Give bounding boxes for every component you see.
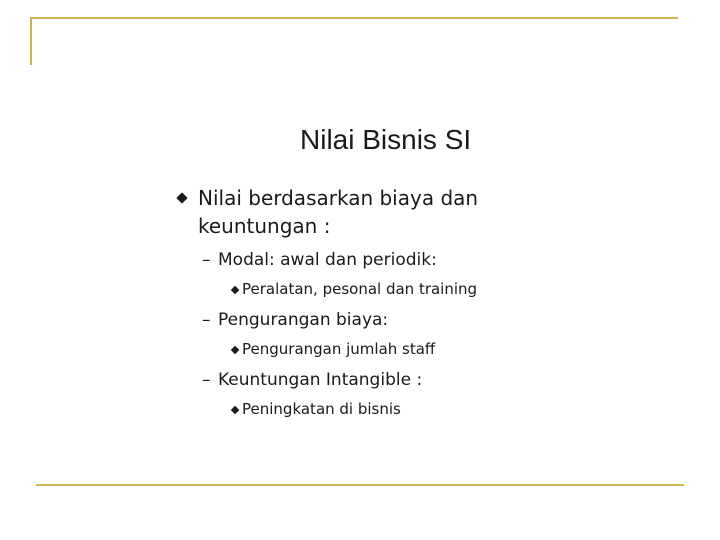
sub-sub-point-text: Pengurangan jumlah staff [242,340,436,358]
diamond-bullet-icon [231,346,239,354]
diamond-bullet-icon [231,406,239,414]
sub-sub-point [176,398,596,420]
sub-point-text: Modal: awal dan periodik: [218,250,437,270]
sub-sub-point-text: Peralatan, pesonal dan training [242,280,478,298]
slide-title: Nilai Bisnis SI [300,124,472,155]
slide-content [176,184,596,420]
dash-icon: – [202,310,211,330]
sub-sub-point [176,338,596,360]
sub-point [176,308,596,332]
sub-point-text: Pengurangan biaya: [218,310,389,330]
sub-sub-point-text: Peningkatan di bisnis [242,400,401,418]
main-bullet-text: Nilai berdasarkan biaya dan keuntungan : [198,186,479,238]
dash-icon: – [202,370,211,390]
dash-icon: – [202,250,211,270]
sub-sub-point [176,278,596,300]
sub-point [176,248,596,272]
sub-point-text: Keuntungan Intangible : [218,370,423,390]
main-bullet-point [176,184,558,240]
top-divider-line [30,17,678,19]
bottom-divider-line [36,484,684,486]
diamond-bullet-icon [176,192,187,203]
diamond-bullet-icon [231,286,239,294]
left-divider-line [30,17,32,65]
sub-point [176,368,596,392]
